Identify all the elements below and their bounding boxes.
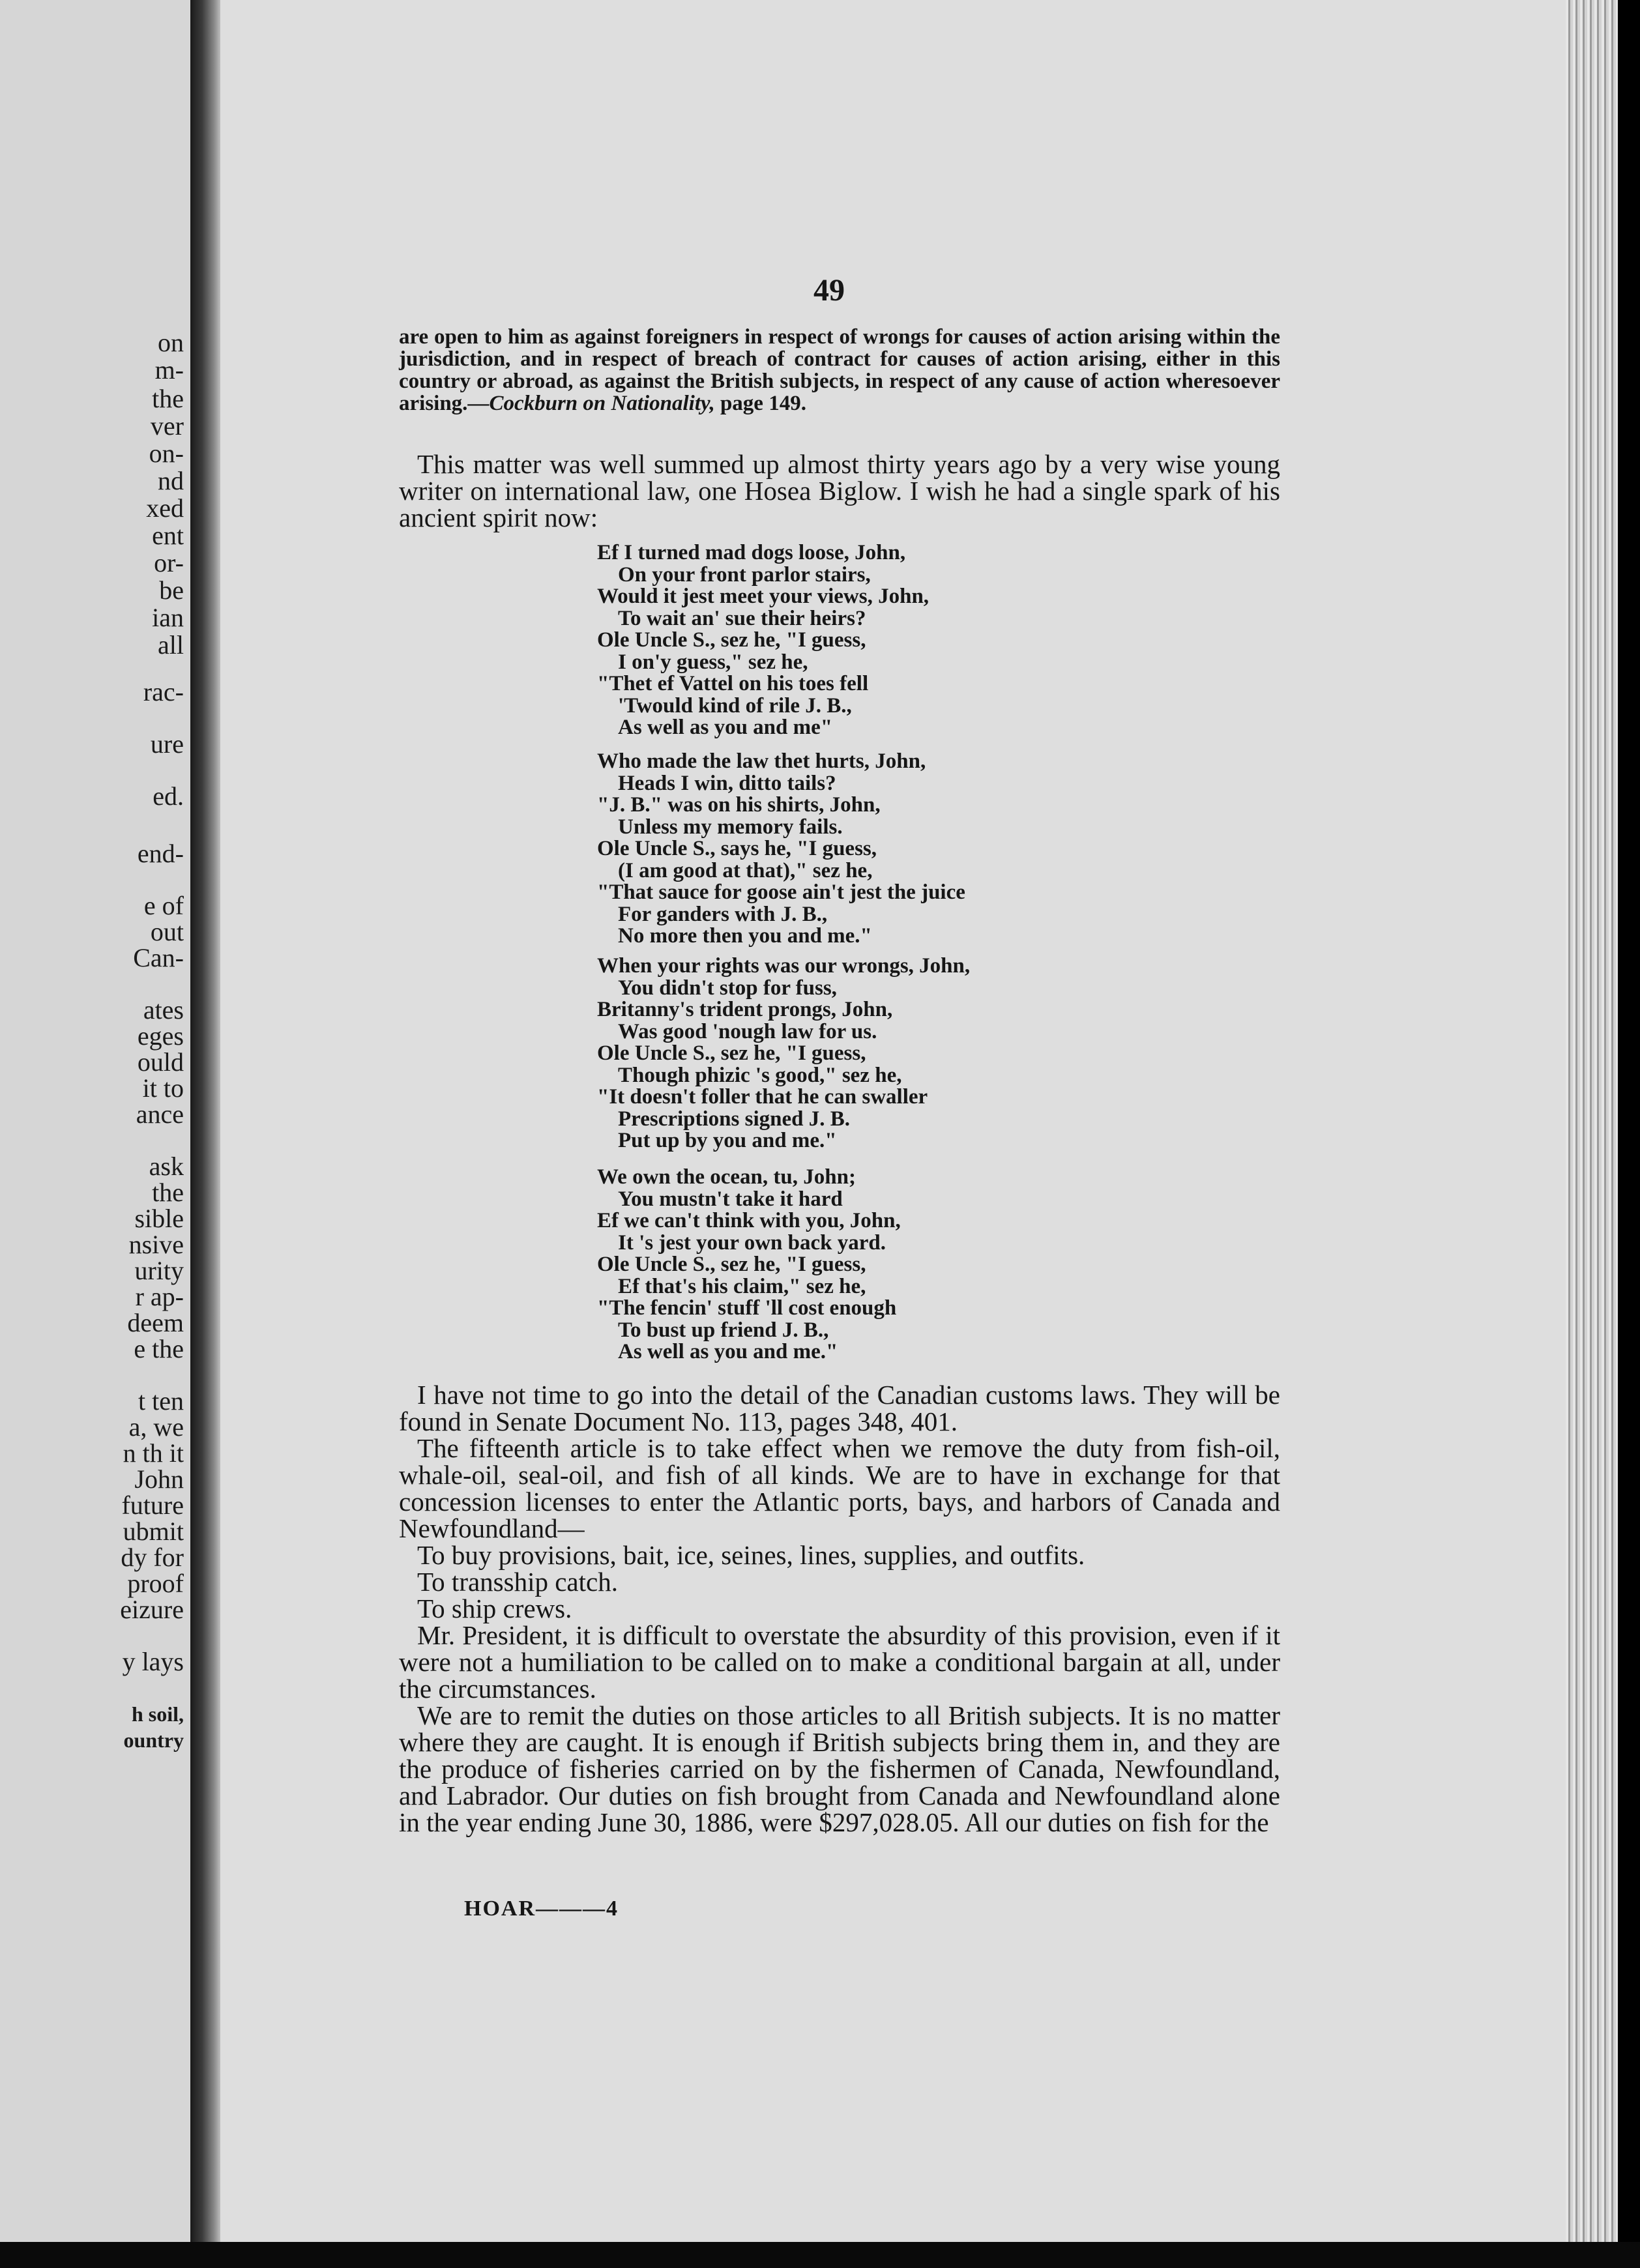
quote-text: are open to him as against foreigners in respect of wrongs for causes of action arising within the jurisdiction, and in respect of breach of contract for causes of action arising, either in this country or abroad, as against the British subjects, in respect of any cause of action wheresoever arising.— [399,325,1280,415]
facing-page-text: ould [137,1047,184,1077]
paragraph: The fifteenth article is to take effect when we remove the duty from fish-oil, whale-oil, seal-oil, and fish of all kinds. We are to have in exchange for that concession licenses to enter the Atlantic ports, bays, and harbors of Canada and Newfoundland— [399,1433,1280,1543]
verse-line: On your front parlor stairs, [618,562,871,587]
facing-page-text: t ten [138,1386,184,1416]
page-edges [1566,0,1618,2242]
verse-line: As well as you and me." [618,1340,838,1363]
verse-line: "The fencin' stuff 'll cost enough [597,1296,897,1320]
verse-line: Ole Uncle S., says he, "I guess, [597,837,877,860]
quoted-passage [399,326,1280,414]
verse-line: Ef we can't think with you, John, [597,1209,901,1232]
verse-line: "Thet ef Vattel on his toes fell [597,672,869,695]
verse-stanza [597,542,929,739]
verse-line: Ole Uncle S., sez he, "I guess, [597,628,866,652]
intro-paragraph: This matter was well summed up almost thirty years ago by a very wise young writer on international law, one Hosea Biglow. I wish he had a single spark of his ancient spirit now: [399,449,1280,532]
facing-page-text: ure [150,729,184,759]
facing-page-left [0,0,190,2242]
printer-signature: HOAR———4 [464,1897,619,1921]
page-number: 49 [813,273,845,308]
facing-page-text: m- [154,355,184,385]
facing-page-text: on- [149,439,184,468]
facing-page-text: ed. [153,781,184,811]
facing-page-text: nsive [128,1230,184,1259]
verse-line: "It doesn't foller that he can swaller [597,1085,928,1109]
intro-paragraph-block [399,451,1280,531]
verse-line: Ole Uncle S., sez he, "I guess, [597,1041,866,1065]
verse-line: Unless my memory fails. [618,815,843,839]
verse-line: Britanny's trident prongs, John, [597,998,893,1021]
facing-page-text: ent [152,521,184,550]
verse-line: Heads I win, ditto tails? [618,771,836,795]
facing-page-text: deem [127,1308,184,1337]
facing-page-text: nd [158,466,184,495]
facing-page-text: ian [152,603,184,632]
facing-page-text: or- [154,548,184,577]
quote-page: page 149. [720,392,806,415]
verse-line: Prescriptions signed J. B. [618,1107,850,1131]
facing-page-text: proof [127,1569,184,1598]
verse-line: Who made the law thet hurts, John, [597,749,926,773]
verse-line: Ef that's his claim," sez he, [618,1274,866,1298]
facing-page-text: eizure [120,1595,184,1624]
paragraph: Mr. President, it is difficult to overstate the absurdity of this provision, even if it were not a humiliation to be called on to make a conditional bargain at all, under the circumstances. [399,1620,1280,1704]
verse-line: (I am good at that)," sez he, [618,858,873,882]
facing-page-text: e the [134,1334,184,1363]
verse-line: Though phizic 's good," sez he, [618,1063,902,1087]
facing-page-text: the [152,384,184,413]
verse-line: To wait an' sue their heirs? [618,606,866,630]
facing-page-text: ountry [123,1728,184,1752]
facing-page-text: out [150,917,184,946]
facing-page-text: urity [134,1256,184,1285]
verse-line: As well as you and me" [618,716,833,739]
verse-stanza [597,751,965,948]
facing-page-text: ates [143,995,184,1025]
facing-page-text: ask [149,1152,184,1181]
facing-page-text: on [158,328,184,357]
verse-line: "J. B." was on his shirts, John, [597,793,881,817]
verse-line: Would it jest meet your views, John, [597,585,930,608]
facing-page-text: John [134,1464,184,1494]
verse-stanza [597,1167,901,1363]
verse-line: You mustn't take it hard [618,1187,843,1211]
facing-page-text: ance [136,1099,184,1129]
paragraph: To transship catch. [417,1567,618,1597]
facing-page-text: Can- [133,943,184,972]
facing-page-text: r ap- [135,1282,184,1311]
facing-page-text: n th it [123,1438,184,1468]
facing-page-text: dy for [121,1543,184,1572]
paragraph: To ship crews. [417,1593,572,1623]
facing-page-text: y lays [122,1647,184,1676]
quote-citation: Cockburn on Nationality, [489,392,715,415]
verse-line: Ef I turned mad dogs loose, John, [597,541,906,564]
verse-line: We own the ocean, tu, John; [597,1165,856,1189]
verse-line: You didn't stop for fuss, [618,976,837,1000]
facing-page-text: the [152,1178,184,1207]
facing-page-text: be [159,575,184,605]
scan-border [0,2242,1640,2268]
facing-page-text: a, we [128,1412,184,1442]
verse-line: It 's jest your own back yard. [618,1230,886,1255]
paragraph: I have not time to go into the detail of the Canadian customs laws. They will be found in Senate Document No. 113, pages 348, 401. [399,1380,1280,1436]
facing-page-text: eges [137,1021,184,1051]
paragraph: To buy provisions, bait, ice, seines, lines, supplies, and outfits. [417,1540,1085,1570]
facing-page-text: future [121,1490,184,1520]
verse-line: 'Twould kind of rile J. B., [618,693,852,718]
facing-page-text: all [158,630,184,660]
verse-line: Was good 'nough law for us. [618,1019,877,1043]
verse-line: Ole Uncle S., sez he, "I guess, [597,1253,866,1276]
facing-page-text: sible [134,1204,184,1233]
facing-page-text: e of [143,891,184,920]
verse-line: To bust up friend J. B., [618,1318,829,1342]
facing-page-text: h soil, [131,1702,184,1726]
verse-line: "That sauce for goose ain't jest the juice [597,880,965,904]
facing-page-text: it to [142,1073,184,1103]
verse-stanza [597,955,970,1152]
verse-line: I on'y guess," sez he, [618,650,808,674]
facing-page-text: end- [137,839,184,868]
facing-page-text: rac- [143,677,184,706]
verse-line: No more then you and me." [618,924,872,948]
verse-line: When your rights was our wrongs, John, [597,954,971,978]
verse-line: For ganders with J. B., [618,902,828,926]
book-gutter [190,0,220,2242]
paragraph: We are to remit the duties on those articles to all British subjects. It is no matter where they are caught. It is enough if British subjects bring them in, and they are the produce of fisheries carried on by the fishermen of Canada, Newfoundland, and Labrador. Our duties on fish brought from Canada and Newfoundland alone in the year ending June 30, 1886, were $297,028.05. All our duties on fish for the [399,1700,1280,1837]
facing-page-text: ver [150,411,184,441]
facing-page-text: ubmit [123,1517,184,1546]
facing-page-text: xed [146,493,184,523]
verse-line: Put up by you and me." [618,1129,837,1152]
body-text [399,1382,1280,1836]
